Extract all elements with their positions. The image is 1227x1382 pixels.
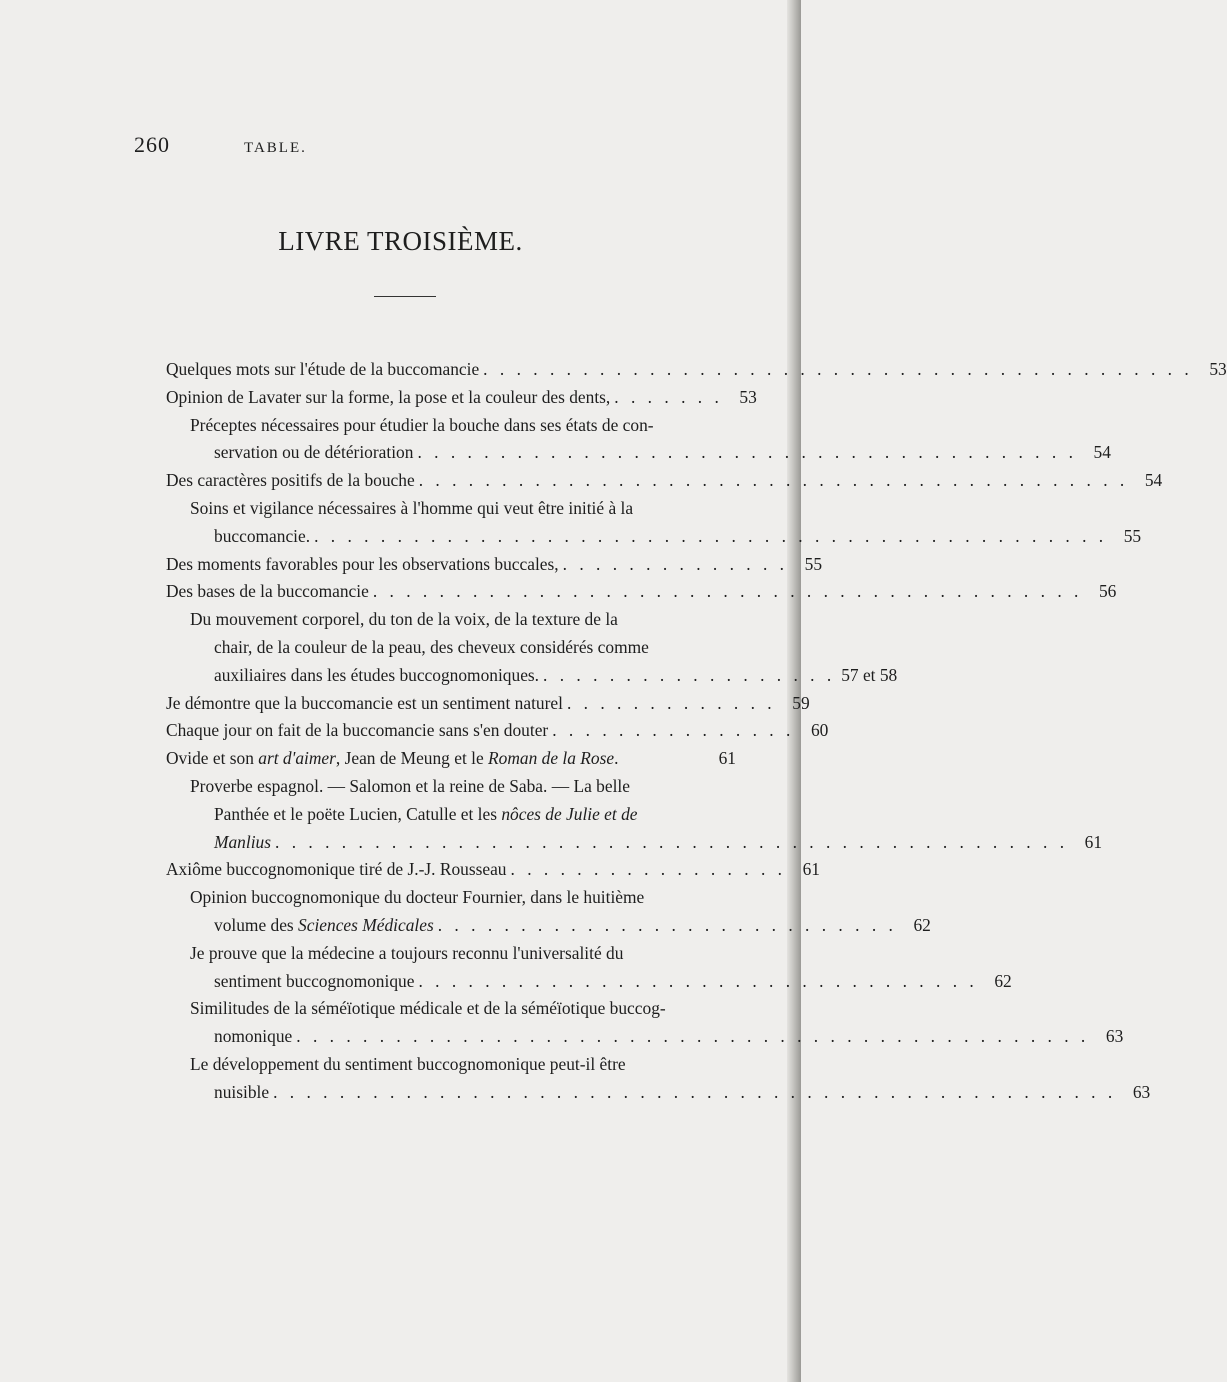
toc-entry-text-continued: servation ou de détérioration — [214, 442, 414, 463]
page-number: 260 — [134, 132, 170, 157]
toc-entry-text: Axiôme buccognomonique tiré de J.-J. Rousseau — [166, 859, 507, 880]
toc-entry — [166, 856, 820, 884]
toc-entry — [166, 578, 1117, 606]
dot-leader: . . . . . . . . . . . . . . . . . . . . . . . . . . . . — [437, 914, 897, 935]
toc-page-number: 57 et 58 — [841, 664, 898, 685]
toc-entry-text: Préceptes nécessaires pour étudier la bouche dans ses états de con- — [190, 414, 654, 435]
toc-page-number: 63 — [1105, 1026, 1124, 1047]
toc-page-number: 61 — [802, 859, 820, 880]
toc-entry — [166, 717, 829, 745]
toc-entry-text-part: Ovide et son — [166, 748, 259, 769]
toc-entry — [166, 412, 1111, 468]
toc-entry — [166, 356, 1227, 384]
toc-entry-text: Des moments favorables pour les observations buccales, — [166, 553, 559, 574]
running-title: TABLE. — [244, 140, 307, 156]
running-head — [134, 132, 307, 158]
toc-page-number: 54 — [1093, 442, 1111, 463]
toc-page-number: 63 — [1132, 1081, 1151, 1102]
work-title-italic: Sciences Médicales — [298, 914, 434, 935]
toc-entry — [166, 384, 757, 412]
dot-leader: . . . . . . . . . . . . . — [566, 692, 776, 713]
dot-leader: . . . . . . . . . . . . . . . . . — [510, 859, 786, 880]
toc-page-number: 53 — [1209, 359, 1227, 379]
toc-entry — [166, 467, 1163, 495]
toc-page-number: 61 — [718, 748, 736, 769]
toc-entry-text: Des bases de la buccomancie — [166, 581, 369, 602]
dot-leader: . . . . . . . . . . . . . . . . . . . . . . . . . . . . . . . . . . . . . . . . . . . . . . . . — [275, 831, 1069, 852]
toc-entry-text: Proverbe espagnol. — Salomon et la reine de Saba. — La belle — [190, 775, 630, 796]
toc-entry — [166, 1051, 1151, 1107]
dot-leader: . . . . . . . . . . . . . . . . . . . . . . . . . . . . . . . . . . . . . . . . . . . . . . . . — [314, 525, 1108, 546]
dot-leader: . . . . . . . . . . . . . . . . . . . . . . . . . . . . . . . . . . . . . . . . . . . . . . . . — [296, 1026, 1090, 1047]
toc-page-number: 55 — [804, 553, 823, 574]
dot-leader: . . . . . . . . . . . . . . . . . . . . . . . . . . . . . . . . . . — [418, 970, 978, 991]
dot-leader: . . . . . . . . . . . . . . . . . . . . . . . . . . . . . . . . . . . . . . . . . . . — [418, 470, 1129, 491]
toc-entry-text-continued — [214, 912, 434, 940]
toc-page-number: 54 — [1144, 470, 1163, 491]
toc-entry — [166, 495, 1142, 551]
dot-leader: . . . . . . . . . . . . . . . — [552, 720, 795, 741]
toc-entry — [166, 773, 1103, 856]
toc-entry-text: Des caractères positifs de la bouche — [166, 470, 415, 491]
toc-entry-text-continued — [214, 801, 638, 829]
toc-entry-text-continued: sentiment buccognomonique — [214, 970, 415, 991]
toc-entry-text-continued: auxiliaires dans les études buccognomoniques. — [214, 664, 540, 685]
toc-entry-text: Chaque jour on fait de la buccomancie sans s'en douter — [166, 720, 549, 741]
toc-page-number: 61 — [1084, 831, 1103, 852]
toc-entry-text: Quelques mots sur l'étude de la buccomancie — [166, 359, 480, 379]
toc-entry — [166, 995, 1124, 1051]
toc-entry — [166, 551, 823, 579]
dot-leader: . . . . . . . . . . . . . . . . . . . . . . . . . . . . . . . . . . . . . . . . . . . — [372, 581, 1083, 602]
toc-entry-text-part: , Jean de Meung et le — [335, 748, 489, 769]
toc-entry-text-continued: nuisible — [214, 1081, 270, 1102]
toc-entry-text-part: . — [614, 748, 619, 769]
toc-page-number: 53 — [739, 386, 757, 407]
section-title: LIVRE TROISIÈME. — [278, 226, 523, 256]
toc-entry-text-continued: chair, de la couleur de la peau, des cheveux considérés comme — [214, 636, 649, 657]
toc-entry — [166, 606, 898, 689]
toc-entry-text-part: volume des — [214, 914, 299, 935]
toc-entry-text: Je démontre que la buccomancie est un sentiment naturel — [166, 692, 563, 713]
toc-page-number: 56 — [1098, 581, 1117, 602]
toc-entry-text-continued: buccomancie. — [214, 525, 311, 546]
toc-entry-text: Similitudes de la séméïotique médicale et de la séméïotique buccog- — [190, 998, 666, 1019]
dot-leader: . . . . . . . . . . . . . . — [562, 553, 789, 574]
toc-entry-text: Je prouve que la médecine a toujours reconnu l'universalité du — [190, 942, 624, 963]
toc-entry-text: Opinion buccognomonique du docteur Fournier, dans le huitième — [190, 887, 645, 908]
dot-leader: . . . . . . . . . . . . . . . . . . . . . . . . . . . . . . . . . . . . . . . . — [417, 442, 1077, 463]
toc-entry-text — [166, 745, 619, 773]
toc-entry-text: Le développement du sentiment buccognomonique peut-il être — [190, 1053, 626, 1074]
toc-page-number: 62 — [994, 970, 1012, 991]
toc-entry — [166, 745, 736, 773]
title-rule — [374, 296, 436, 297]
toc-entry-text: Soins et vigilance nécessaires à l'homme qui veut être initié à la — [190, 497, 634, 518]
toc-page-number: 59 — [792, 692, 810, 713]
work-title-italic: art d'aimer — [258, 748, 336, 769]
work-title-italic: Roman de la Rose — [488, 748, 615, 769]
toc-entry-text-part: Panthée et le poëte Lucien, Catulle et les — [214, 803, 502, 824]
work-title-italic: Manlius — [214, 831, 272, 852]
work-title-italic: nôces de Julie et de — [501, 803, 638, 824]
toc-entry-text-continued: nomonique — [214, 1026, 293, 1047]
toc-entry-text: Du mouvement corporel, du ton de la voix, de la texture de la — [190, 609, 618, 630]
toc-entry — [166, 940, 1012, 996]
dot-leader: . . . . . . . . . . . . . . . . . . . . . . . . . . . . . . . . . . . . . . . . . . . . . . . . . . . — [273, 1081, 1117, 1102]
toc-entry — [166, 690, 810, 718]
toc-page-number: 60 — [810, 720, 829, 741]
table-of-contents — [166, 356, 1227, 1107]
toc-page-number: 55 — [1123, 525, 1142, 546]
dot-leader: . . . . . . . . . . . . . . . . . . . . . . . . . . . . . . . . . . . . . . . . . . . — [483, 359, 1193, 379]
toc-entry-text: Opinion de Lavater sur la forme, la pose et la couleur des dents, — [166, 386, 611, 407]
dot-leader: . . . . . . . . . . . . . . . . . . — [543, 664, 836, 685]
toc-page-number: 62 — [913, 914, 931, 935]
dot-leader: . . . . . . . — [614, 386, 723, 407]
toc-entry — [166, 884, 931, 940]
